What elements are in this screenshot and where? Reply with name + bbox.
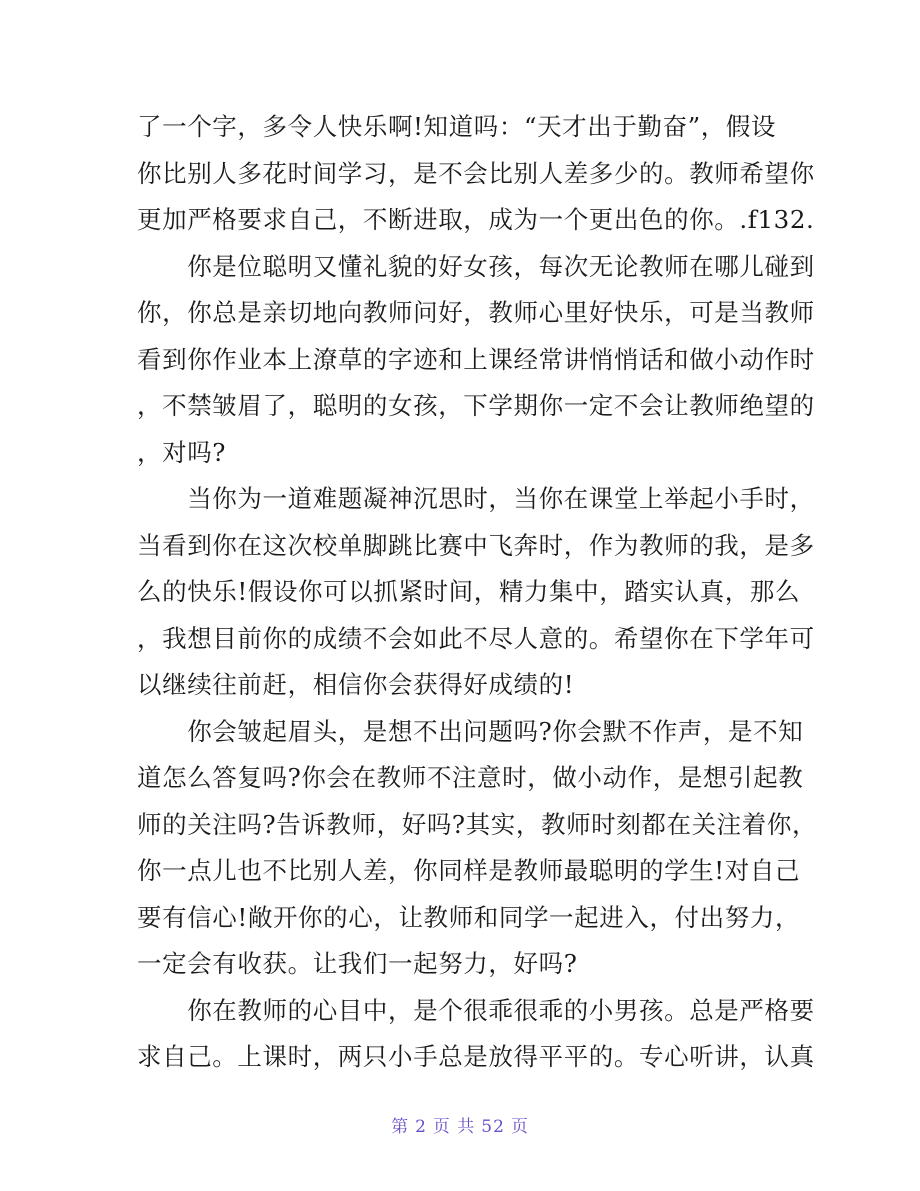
footer-prefix: 第 xyxy=(391,1117,410,1137)
text-line: 当你为一道难题凝神沉思时，当你在课堂上举起小手时， xyxy=(137,484,815,513)
text-line: 以继续往前赶，相信你会获得好成绩的! xyxy=(137,670,575,699)
text-line: 求自己。上课时，两只小手总是放得平平的。专心听讲，认真 xyxy=(137,1042,815,1071)
text-line: 要有信心!敞开你的心，让教师和同学一起进入，付出努力， xyxy=(137,902,801,932)
paragraph-2 xyxy=(137,244,815,477)
paragraph-4 xyxy=(137,709,818,988)
text-line: 了一个字，多令人快乐啊!知道吗：“天才出于勤奋”，假设 xyxy=(137,112,777,141)
text-line: 一定会有收获。让我们一起努力，好吗? xyxy=(137,949,578,978)
text-line: ，我想目前你的成绩不会如此不尽人意的。希望你在下学年可 xyxy=(137,623,815,653)
text-line: 你在教师的心目中，是个很乖很乖的小男孩。总是严格要 xyxy=(137,995,815,1025)
text-line: 么的快乐!假设你可以抓紧时间，精力集中，踏实认真，那么 xyxy=(137,577,801,606)
total-pages-number: 52 xyxy=(481,1117,505,1137)
current-page-number: 2 xyxy=(415,1117,427,1137)
text-line: ，对吗? xyxy=(137,437,227,467)
text-line: 道怎么答复吗?你会在教师不注意时，做小动作，是想引起教 xyxy=(137,763,804,792)
paragraph-5 xyxy=(137,988,815,1081)
text-line: 你比别人多花时间学习，是不会比别人差多少的。教师希望你 xyxy=(137,158,815,188)
footer-middle: 页 共 xyxy=(432,1117,476,1137)
text-line: ，不禁皱眉了，聪明的女孩，下学期你一定不会让教师绝望的 xyxy=(137,391,815,420)
text-line: 更加严格要求自己，不断进取，成为一个更出色的你。.f132. xyxy=(137,205,815,234)
text-line: 看到你作业本上潦草的字迹和上课经常讲悄悄话和做小动作时 xyxy=(137,344,815,374)
text-line: 你会皱起眉头，是想不出问题吗?你会默不作声，是不知 xyxy=(137,716,804,746)
text-line: 你，你总是亲切地向教师问好，教师心里好快乐，可是当教师 xyxy=(137,298,815,327)
footer-suffix: 页 xyxy=(510,1117,529,1137)
text-line: 当看到你在这次校单脚跳比赛中飞奔时，作为教师的我，是多 xyxy=(137,530,815,560)
text-line: 师的关注吗?告诉教师，好吗?其实，教师时刻都在关注着你， xyxy=(137,809,818,839)
document-body xyxy=(137,104,818,1081)
paragraph-3 xyxy=(137,476,815,709)
page-footer xyxy=(0,1112,920,1137)
text-line: 你一点儿也不比别人差，你同样是教师最聪明的学生!对自己 xyxy=(137,856,801,885)
paragraph-1 xyxy=(137,104,815,244)
text-line: 你是位聪明又懂礼貌的好女孩，每次无论教师在哪儿碰到 xyxy=(137,251,815,281)
